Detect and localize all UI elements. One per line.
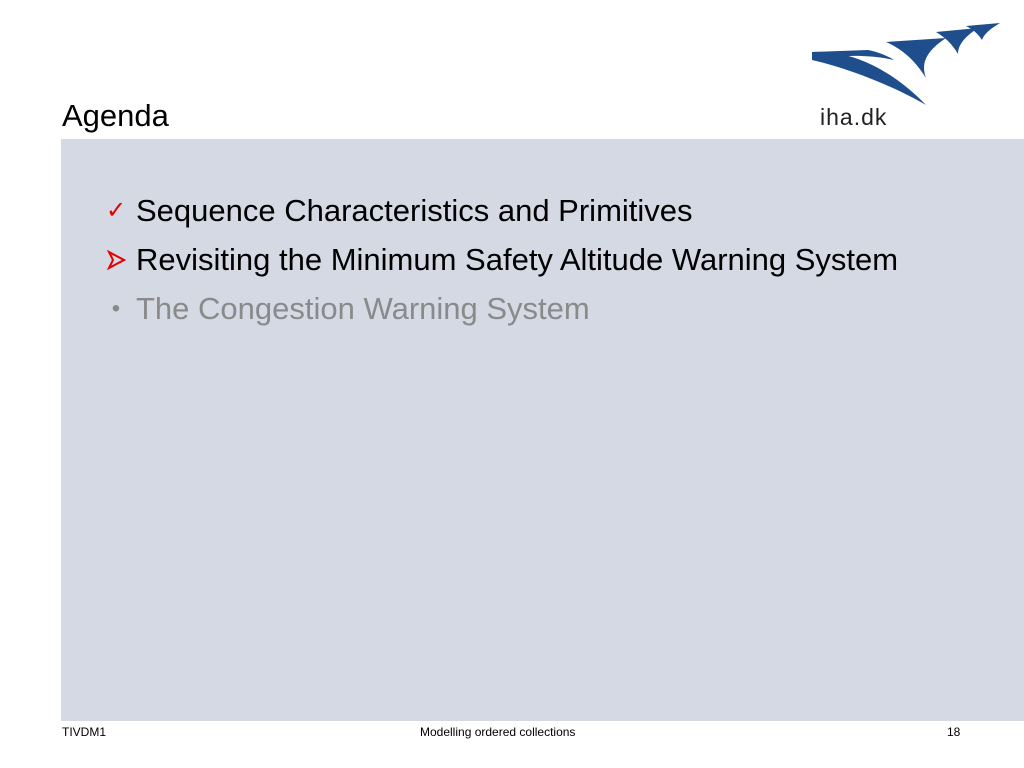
checkmark-icon: ✓ — [105, 197, 127, 224]
bullet-icon: • — [111, 294, 121, 322]
arrowhead-icon — [96, 250, 136, 270]
logo-text: iha.dk — [820, 104, 888, 130]
agenda-item-text: Sequence Characteristics and Primitives — [136, 192, 693, 228]
agenda-item-3 — [96, 284, 898, 333]
agenda-item-text: Revisiting the Minimum Safety Altitude Warning System — [136, 241, 899, 277]
footer-page-number: 18 — [947, 725, 961, 739]
agenda-list — [96, 186, 898, 333]
agenda-item-text: The Congestion Warning System — [136, 290, 590, 326]
footer-lecture-title: Modelling ordered collections — [420, 725, 576, 739]
slide-title: Agenda — [62, 98, 169, 133]
agenda-item-2 — [96, 235, 898, 284]
footer-course-code: TIVDM1 — [62, 725, 107, 739]
agenda-item-1 — [96, 186, 898, 235]
